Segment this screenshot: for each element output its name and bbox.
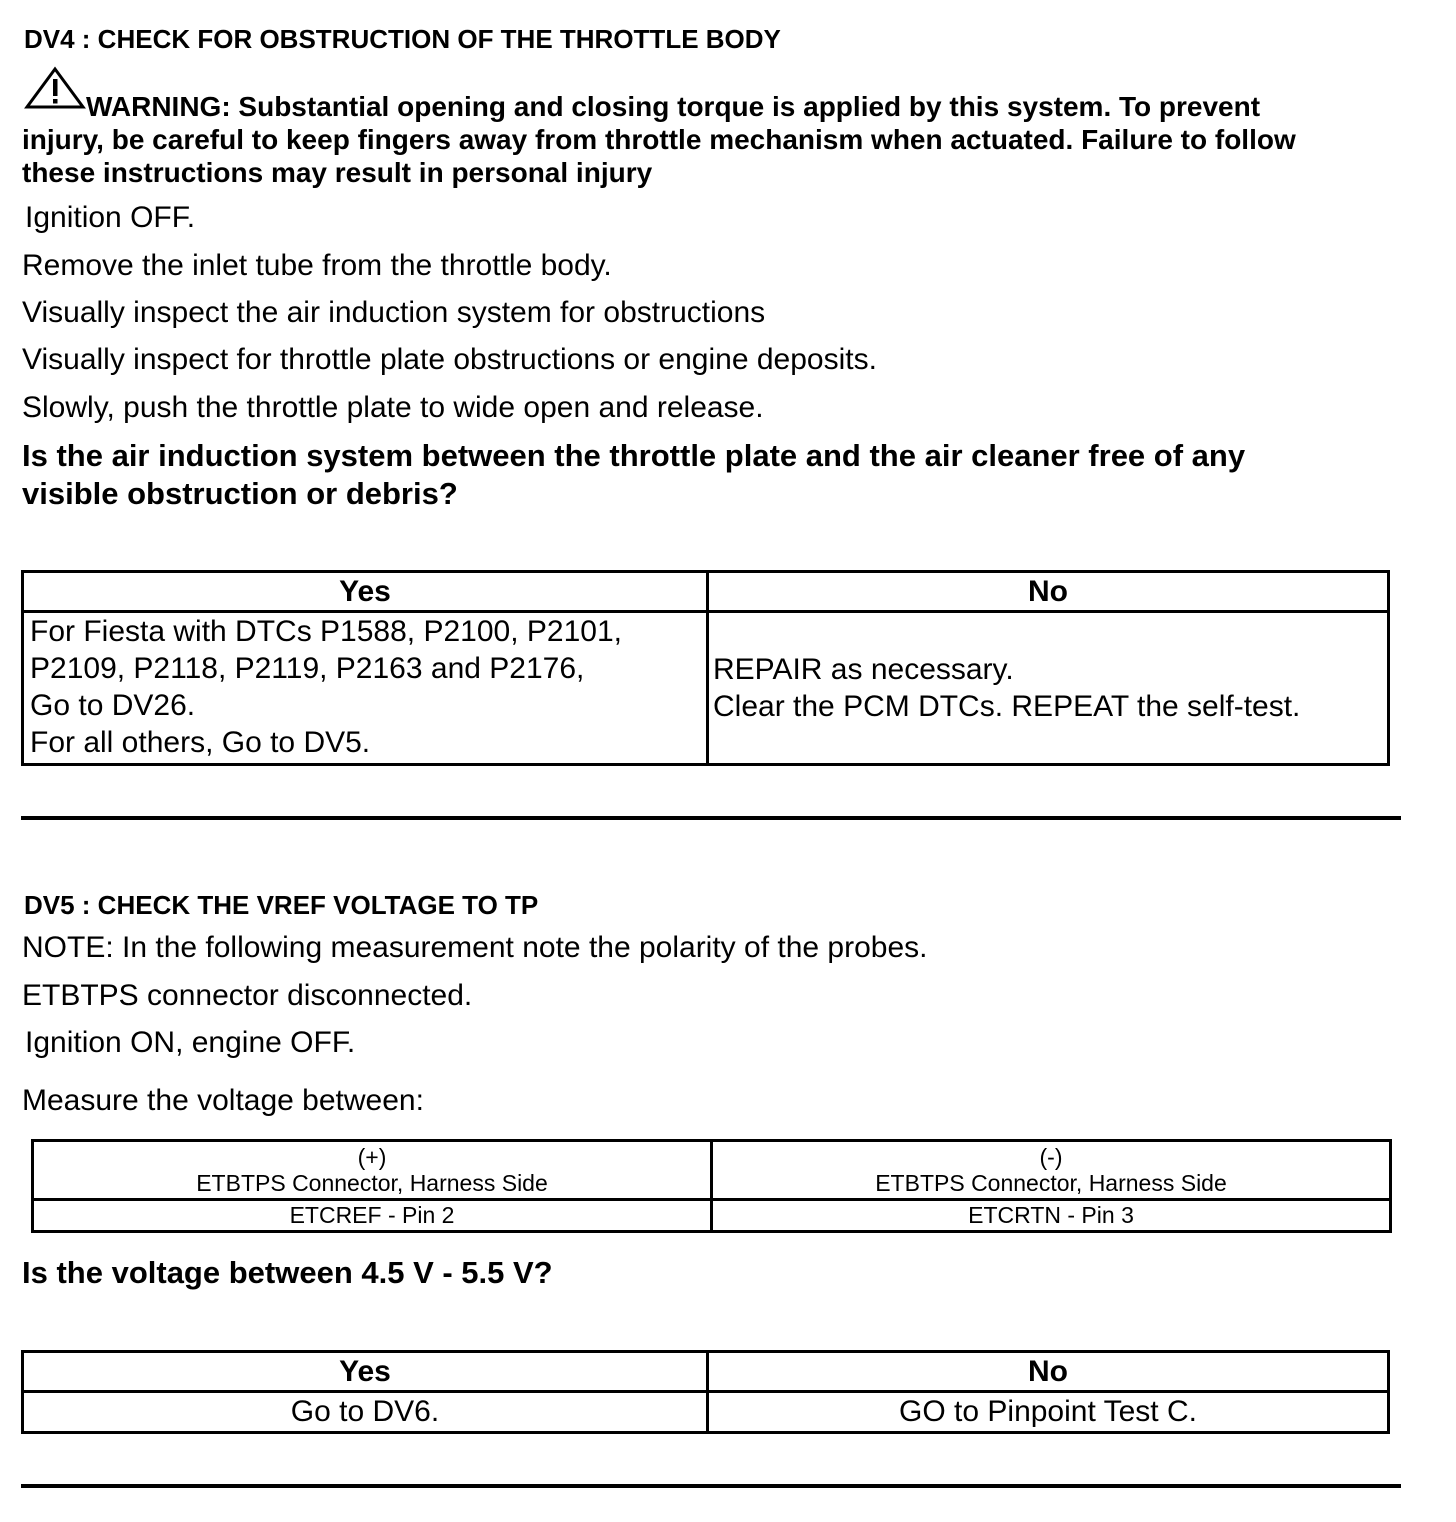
warning-line-3: these instructions may result in personal injury	[22, 157, 653, 188]
dv4-question-line-2: visible obstruction or debris?	[22, 476, 458, 511]
dv4-heading: DV4 : CHECK FOR OBSTRUCTION OF THE THROTTLE BODY	[24, 24, 781, 54]
negative-probe-label: ETBTPS Connector, Harness Side	[875, 1170, 1227, 1196]
dv5-yes-cell: Go to DV6.	[23, 1392, 708, 1433]
dv4-no-cell	[708, 612, 1389, 765]
dv4-no-header: No	[708, 572, 1389, 612]
dv4-no-line-1: REPAIR as necessary.	[713, 653, 1014, 686]
dv5-no-cell: GO to Pinpoint Test C.	[708, 1392, 1389, 1433]
dv4-step-3: Visually inspect the air induction system for obstructions	[22, 296, 766, 329]
dv4-yes-line-2: P2109, P2118, P2119, P2163 and P2176,	[30, 652, 585, 685]
section-divider	[21, 816, 1401, 820]
negative-pin: ETCRTN - Pin 3	[712, 1200, 1391, 1232]
dv4-yes-line-1: For Fiesta with DTCs P1588, P2100, P2101,	[30, 615, 622, 648]
dv5-measurement-table	[31, 1139, 1392, 1233]
dv5-yes-no-table	[21, 1350, 1390, 1434]
dv5-step-1: NOTE: In the following measurement note the polarity of the probes.	[22, 931, 928, 964]
positive-probe-label: ETBTPS Connector, Harness Side	[196, 1170, 548, 1196]
negative-probe-sign: (-)	[1039, 1144, 1063, 1170]
dv4-no-line-2: Clear the PCM DTCs. REPEAT the self-test.	[713, 690, 1301, 723]
dv5-heading: DV5 : CHECK THE VREF VOLTAGE TO TP	[24, 890, 539, 920]
warning-triangle-icon	[24, 66, 86, 110]
dv4-yes-no-table	[21, 570, 1390, 766]
measure-negative-cell	[712, 1141, 1391, 1200]
dv4-yes-line-4: For all others, Go to DV5.	[30, 726, 371, 759]
dv4-yes-line-3: Go to DV26.	[30, 689, 196, 722]
dv4-step-2: Remove the inlet tube from the throttle body.	[22, 249, 612, 282]
dv5-step-3: Ignition ON, engine OFF.	[25, 1026, 356, 1059]
dv5-measure-label: Measure the voltage between:	[22, 1084, 424, 1117]
dv4-step-4: Visually inspect for throttle plate obstructions or engine deposits.	[22, 343, 877, 376]
dv5-question: Is the voltage between 4.5 V - 5.5 V?	[22, 1255, 553, 1290]
dv4-yes-header: Yes	[23, 572, 708, 612]
dv4-yes-cell	[23, 612, 708, 765]
warning-line-2: injury, be careful to keep fingers away from throttle mechanism when actuated. Failure to follow	[22, 124, 1296, 155]
positive-probe-sign: (+)	[357, 1144, 387, 1170]
section-divider	[21, 1484, 1401, 1488]
dv4-step-5: Slowly, push the throttle plate to wide open and release.	[22, 391, 764, 424]
warning-line-1: WARNING: Substantial opening and closing torque is applied by this system. To prevent	[86, 91, 1261, 122]
dv5-yes-header: Yes	[23, 1352, 708, 1392]
dv5-step-2: ETBTPS connector disconnected.	[22, 979, 473, 1012]
dv5-no-header: No	[708, 1352, 1389, 1392]
dv4-question-line-1: Is the air induction system between the throttle plate and the air cleaner free of any	[22, 438, 1246, 473]
measure-positive-cell	[33, 1141, 712, 1200]
dv4-step-1: Ignition OFF.	[25, 201, 196, 234]
positive-pin: ETCREF - Pin 2	[33, 1200, 712, 1232]
